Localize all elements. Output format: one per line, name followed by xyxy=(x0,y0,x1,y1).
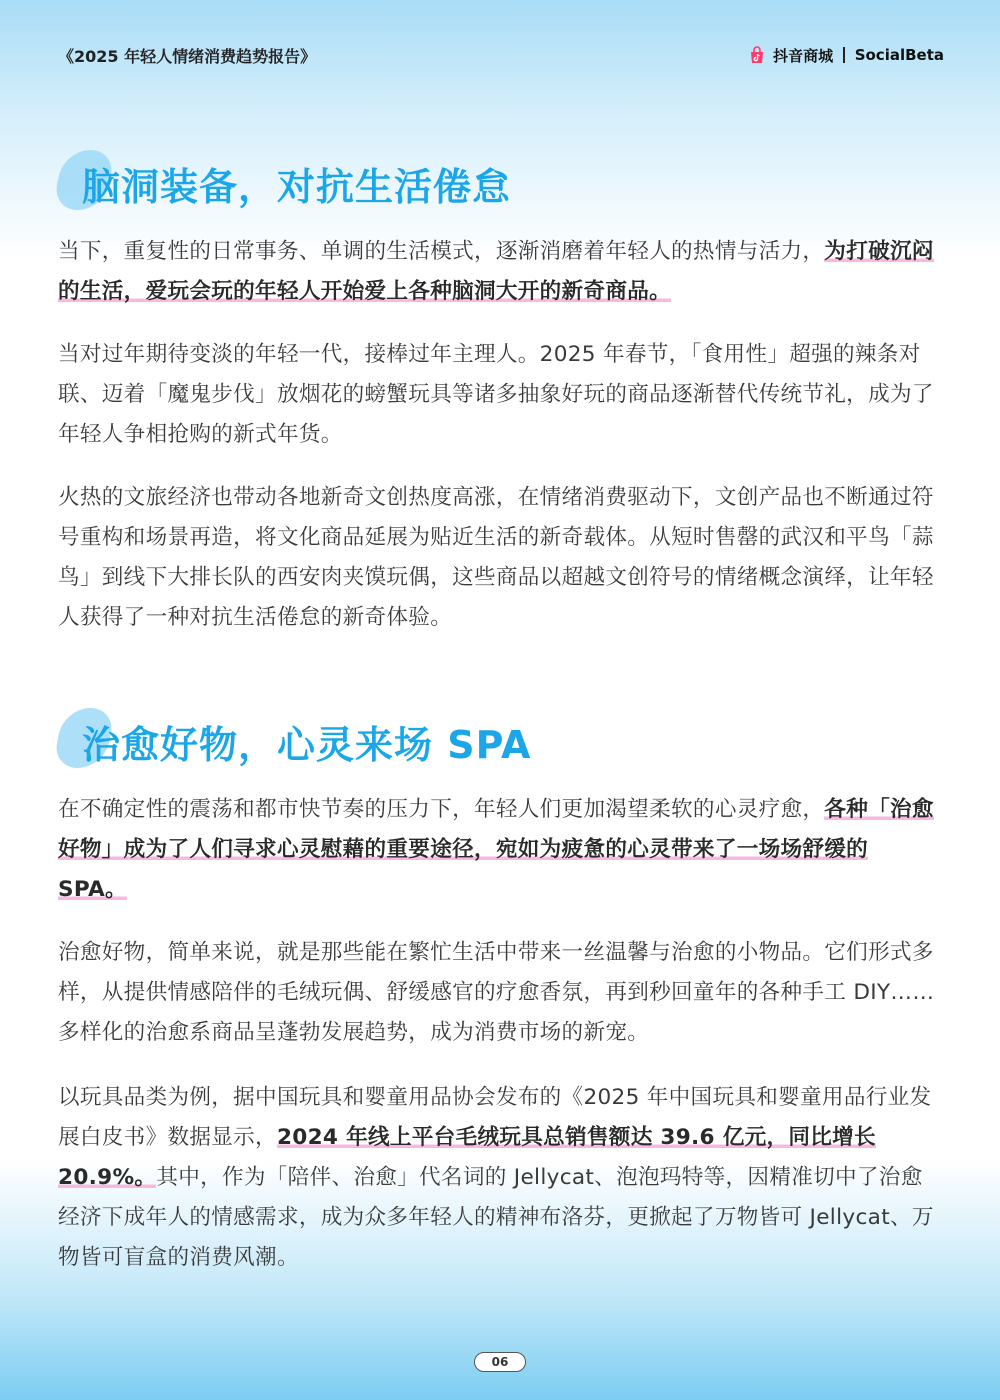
section2-paragraph-1 xyxy=(58,790,944,910)
shopping-bag-icon xyxy=(747,45,767,65)
brand-secondary: SocialBeta xyxy=(854,46,944,64)
report-title: 《2025 年轻人情绪消费趋势报告》 xyxy=(58,47,317,66)
section2-p1-text: 在不确定性的震荡和都市快节奏的压力下，年轻人们更加渴望柔软的心灵疗愈， xyxy=(58,797,825,822)
section2-title: 治愈好物，心灵来场 SPA xyxy=(82,723,532,767)
section1-p1-highlight: 为打破沉闷的生活，爱玩会玩的年轻人开始爱上各种脑洞大开的新奇商品。 xyxy=(58,239,934,304)
brand-divider xyxy=(843,47,845,63)
top-gradient-background xyxy=(0,0,1000,260)
section2-paragraph-2: 治愈好物，简单来说，就是那些能在繁忙生活中带来一丝温馨与治愈的小物品。它们形式多样，从提供情感陪伴的毛绒玩偶、舒缓感官的疗愈香氛，再到秒回童年的各种手工 DIY……多样化的治愈系商品呈蓬勃发展趋势，成为消费市场的新宠。 xyxy=(58,940,935,1045)
section1-paragraph-2: 当对过年期待变淡的年轻一代，接棒过年主理人。2025 年春节，「食用性」超强的辣条对联、迈着「魔鬼步伐」放烟花的螃蟹玩具等诸多抽象好玩的商品逐渐替代传统节礼，成为了年轻人争相抢购的新式年货。 xyxy=(58,342,934,447)
section1-title: 脑洞装备，对抗生活倦怠 xyxy=(82,165,512,209)
brand-primary: 抖音商城 xyxy=(773,46,834,65)
section2-p3-highlight: 2024 年线上平台毛绒玩具总销售额达 39.6 亿元，同比增长 20.9%。 xyxy=(58,1125,876,1190)
section1-paragraph-1 xyxy=(58,232,944,312)
brand-logos xyxy=(747,42,944,68)
section1-paragraph-3: 火热的文旅经济也带动各地新奇文创热度高涨，在情绪消费驱动下，文创产品也不断通过符号重构和场景再造，将文化商品延展为贴近生活的新奇载体。从短时售罄的武汉和平鸟「蒜鸟」到线下大排长队的西安肉夹馍玩偶，这些商品以超越文创符号的情绪概念演绎，让年轻人获得了一种对抗生活倦怠的新奇体验。 xyxy=(58,485,934,630)
page-number: 06 xyxy=(474,1352,526,1372)
section1-p1-text: 当下，重复性的日常事务、单调的生活模式，逐渐消磨着年轻人的热情与活力， xyxy=(58,239,825,264)
section2-p3-text-before: 以玩具品类为例，据中国玩具和婴童用品协会发布的《2025 年中国玩具和婴童用品行业发展白皮书》数据显示， xyxy=(58,1085,932,1150)
page-header xyxy=(58,42,944,68)
section2-p1-highlight: 各种「治愈好物」成为了人们寻求心灵慰藉的重要途径，宛如为疲惫的心灵带来了一场场舒缓的 SPA。 xyxy=(58,797,934,902)
section2-p3-text-after: 其中，作为「陪伴、治愈」代名词的 Jellycat、泡泡玛特等，因精准切中了治愈经济下成年人的情感需求，成为众多年轻人的精神布洛芬，更掀起了万物皆可 Jellycat、万物皆可盲盒的消费风潮。 xyxy=(58,1165,934,1270)
section2-paragraph-3 xyxy=(58,1078,944,1278)
